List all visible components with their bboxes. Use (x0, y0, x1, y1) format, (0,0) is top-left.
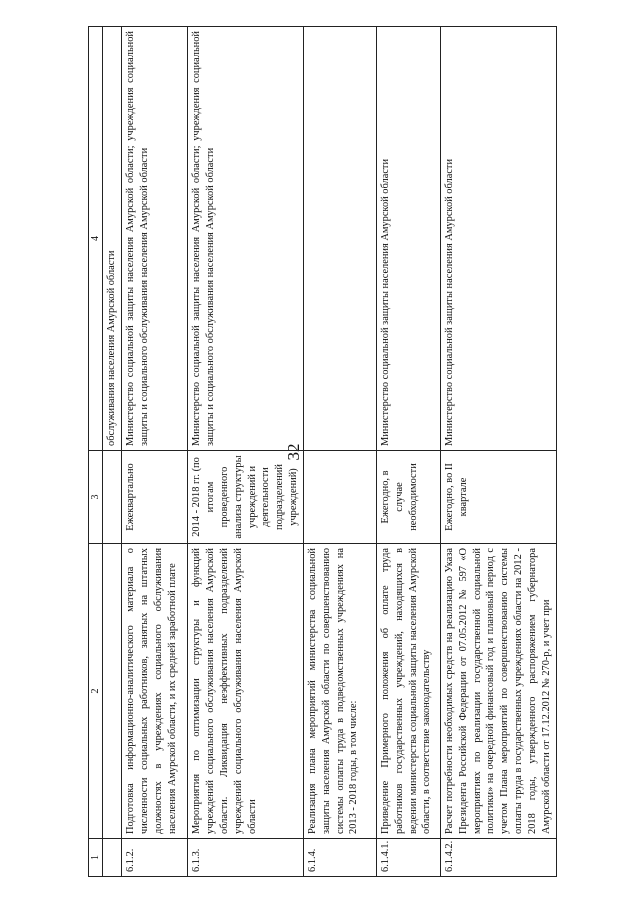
rotated-table-sheet (88, 27, 630, 877)
item-number-cell: 6.1.4. (303, 839, 376, 877)
continuation-responsible-cell: обслуживания населения Амурской области (103, 27, 122, 451)
continuation-row (103, 27, 122, 877)
item-number-cell: 6.1.2. (122, 839, 188, 877)
cell-empty (103, 544, 122, 839)
timing-cell: Ежегодно, во II квартале (440, 451, 556, 544)
activity-cell: Приведение Примерного положения об оплате труда работников государственных учреждений, находящихся в ведении министерства социальной защиты населения Амурской области, в соответствие законодательству (376, 544, 440, 839)
timing-cell: Ежеквартально (122, 451, 188, 544)
activity-cell: Реализация плана мероприятий министерства социальной защиты населения Амурской области по совершенствованию системы оплаты труда в подведомственных учреждениях на 2013 - 2018 годы, в том числе: (303, 544, 376, 839)
responsible-cell: Министерство социальной защиты населения Амурской области; учреждения социальной защиты и социального обслуживания населения Амурской области (122, 27, 188, 451)
header-row (89, 27, 103, 877)
responsible-cell (303, 27, 376, 451)
table-row (122, 27, 188, 877)
responsible-cell: Министерство социальной защиты населения Амурской области; учреждения социальной защиты и социального обслуживания населения Амурской области (188, 27, 304, 451)
activity-cell: Расчет потребности необходимых средств на реализацию Указа Президента Российской Федерации от 07.05.2012 № 597 «О мероприятиях по реализации государственной социальной политики» на очередной финансовый год и плановый период с учетом Плана мероприятий по совершенствованию системы оплаты труда в государственных учреждениях области на 2012 - 2018 годы, утвержденного распоряжением губернатора Амурской области от 17.12.2012 № 270-р, и учет при (440, 544, 556, 839)
timing-cell: Ежегодно, в случае необходимости (376, 451, 440, 544)
activity-cell: Мероприятия по оптимизации структуры и функций учреждений социального обслуживания населения Амурской области. Ликвидация неэффективных подразделений учреждений социального обслуживания населения Амурской области (188, 544, 304, 839)
table-row (440, 27, 556, 877)
header-col-4: 4 (89, 27, 103, 451)
page-number: 32 (284, 443, 303, 461)
header-col-3: 3 (89, 451, 103, 544)
measures-table (88, 26, 557, 877)
item-number-cell: 6.1.4.2. (440, 839, 556, 877)
table-row (303, 27, 376, 877)
table-row (376, 27, 440, 877)
table-row (188, 27, 304, 877)
item-number-cell: 6.1.3. (188, 839, 304, 877)
cell-empty (103, 451, 122, 544)
cell-empty (103, 839, 122, 877)
timing-cell: 2014 - 2018 гг. (по итогам проведенного анализа структуры учреждений и деятельности подразделений учреждений) (188, 451, 304, 544)
item-number-cell: 6.1.4.1. (376, 839, 440, 877)
header-col-2: 2 (89, 544, 103, 839)
responsible-cell: Министерство социальной защиты населения Амурской области (376, 27, 440, 451)
header-col-1: 1 (89, 839, 103, 877)
activity-cell: Подготовка информационно-аналитического материала о численности социальных работников, занятых на штатных должностях в учреждениях социального обслуживания населения Амурской области, и их средней заработной плате (122, 544, 188, 839)
responsible-cell: Министерство социальной защиты населения Амурской области (440, 27, 556, 451)
timing-cell (303, 451, 376, 544)
